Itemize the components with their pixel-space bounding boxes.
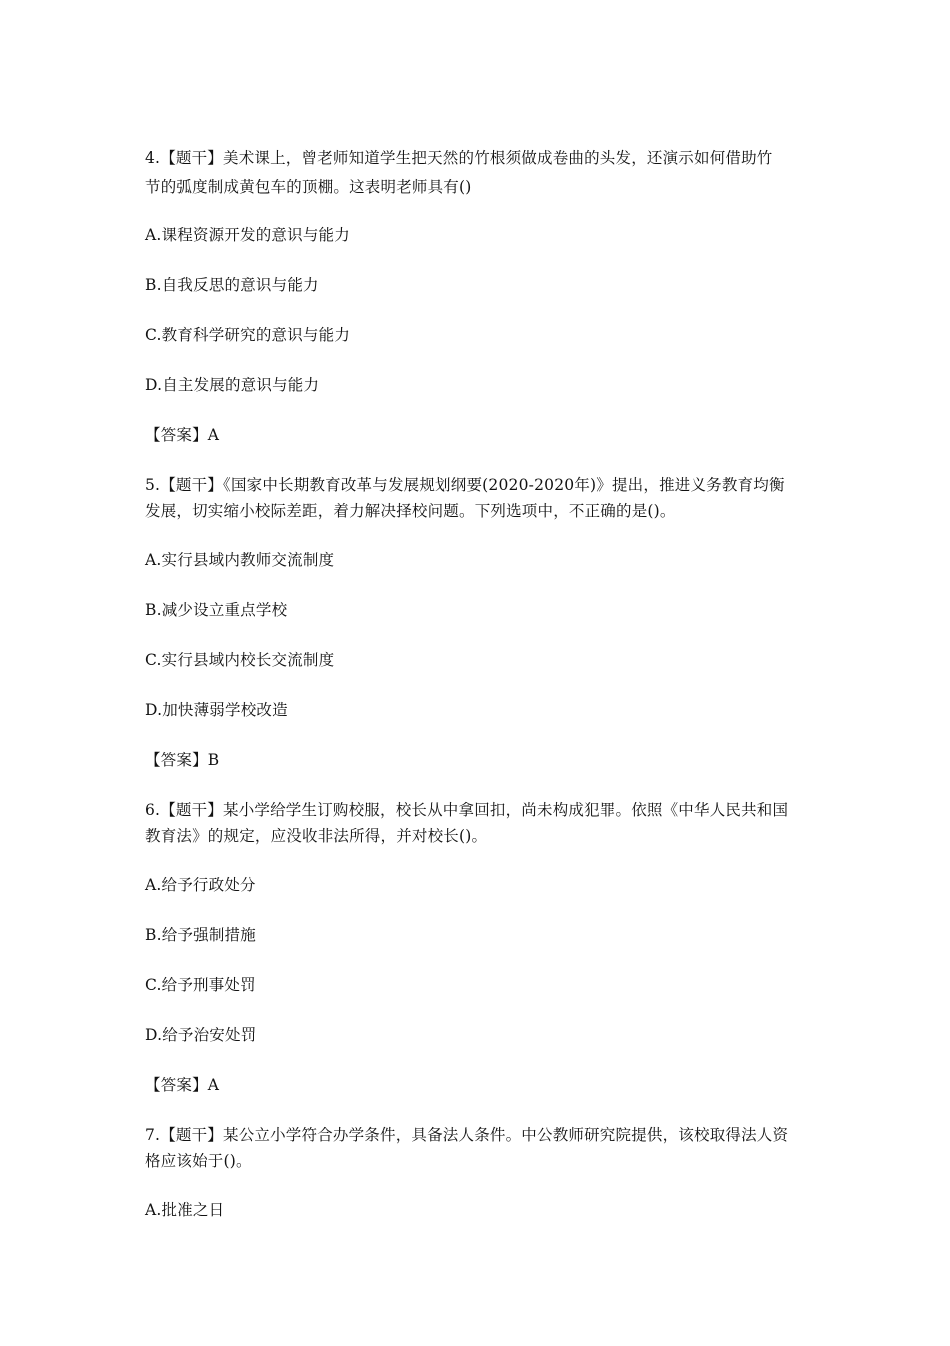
- question-5-option-c: C.实行县域内校长交流制度: [145, 651, 335, 669]
- question-7-stem-line-2: 格应该始于()。: [145, 1152, 252, 1170]
- question-4-option-a: A.课程资源开发的意识与能力: [145, 226, 350, 244]
- question-6-option-a: A.给予行政处分: [145, 876, 256, 894]
- question-4-option-c: C.教育科学研究的意识与能力: [145, 326, 351, 344]
- question-6-option-c: C.给予刑事处罚: [145, 976, 256, 994]
- question-6-stem-line-2: 教育法》的规定，应没收非法所得，并对校长()。: [145, 827, 488, 845]
- question-5-option-a: A.实行县域内教师交流制度: [145, 551, 335, 569]
- question-5-stem-line-1: 5.【题干】《国家中长期教育改革与发展规划纲要(2020-2020年)》提出，推进义务教育均衡: [145, 476, 785, 494]
- question-5-stem-line-2: 发展，切实缩小校际差距，着力解决择校问题。下列选项中，不正确的是()。: [145, 502, 676, 520]
- question-7-stem-line-1: 7.【题干】某公立小学符合办学条件，具备法人条件。中公教师研究院提供，该校取得法人资: [145, 1126, 789, 1144]
- question-7-option-a: A.批准之日: [145, 1201, 225, 1219]
- question-4-stem-line-1: 4.【题干】美术课上，曾老师知道学生把天然的竹根须做成卷曲的头发，还演示如何借助竹: [145, 149, 773, 167]
- question-5-answer: 【答案】B: [145, 751, 220, 769]
- question-4-option-b: B.自我反思的意识与能力: [145, 276, 319, 294]
- question-6-stem-line-1: 6.【题干】某小学给学生订购校服，校长从中拿回扣，尚未构成犯罪。依照《中华人民共和国: [145, 801, 789, 819]
- question-4-answer: 【答案】A: [145, 426, 220, 444]
- question-4-stem-line-2: 节的弧度制成黄包车的顶棚。这表明老师具有(): [145, 178, 472, 196]
- question-4-option-d: D.自主发展的意识与能力: [145, 376, 320, 394]
- question-6-answer: 【答案】A: [145, 1076, 220, 1094]
- question-6-option-d: D.给予治安处罚: [145, 1026, 257, 1044]
- question-6-option-b: B.给予强制措施: [145, 926, 256, 944]
- question-5-option-d: D.加快薄弱学校改造: [145, 701, 288, 719]
- question-5-option-b: B.减少设立重点学校: [145, 601, 288, 619]
